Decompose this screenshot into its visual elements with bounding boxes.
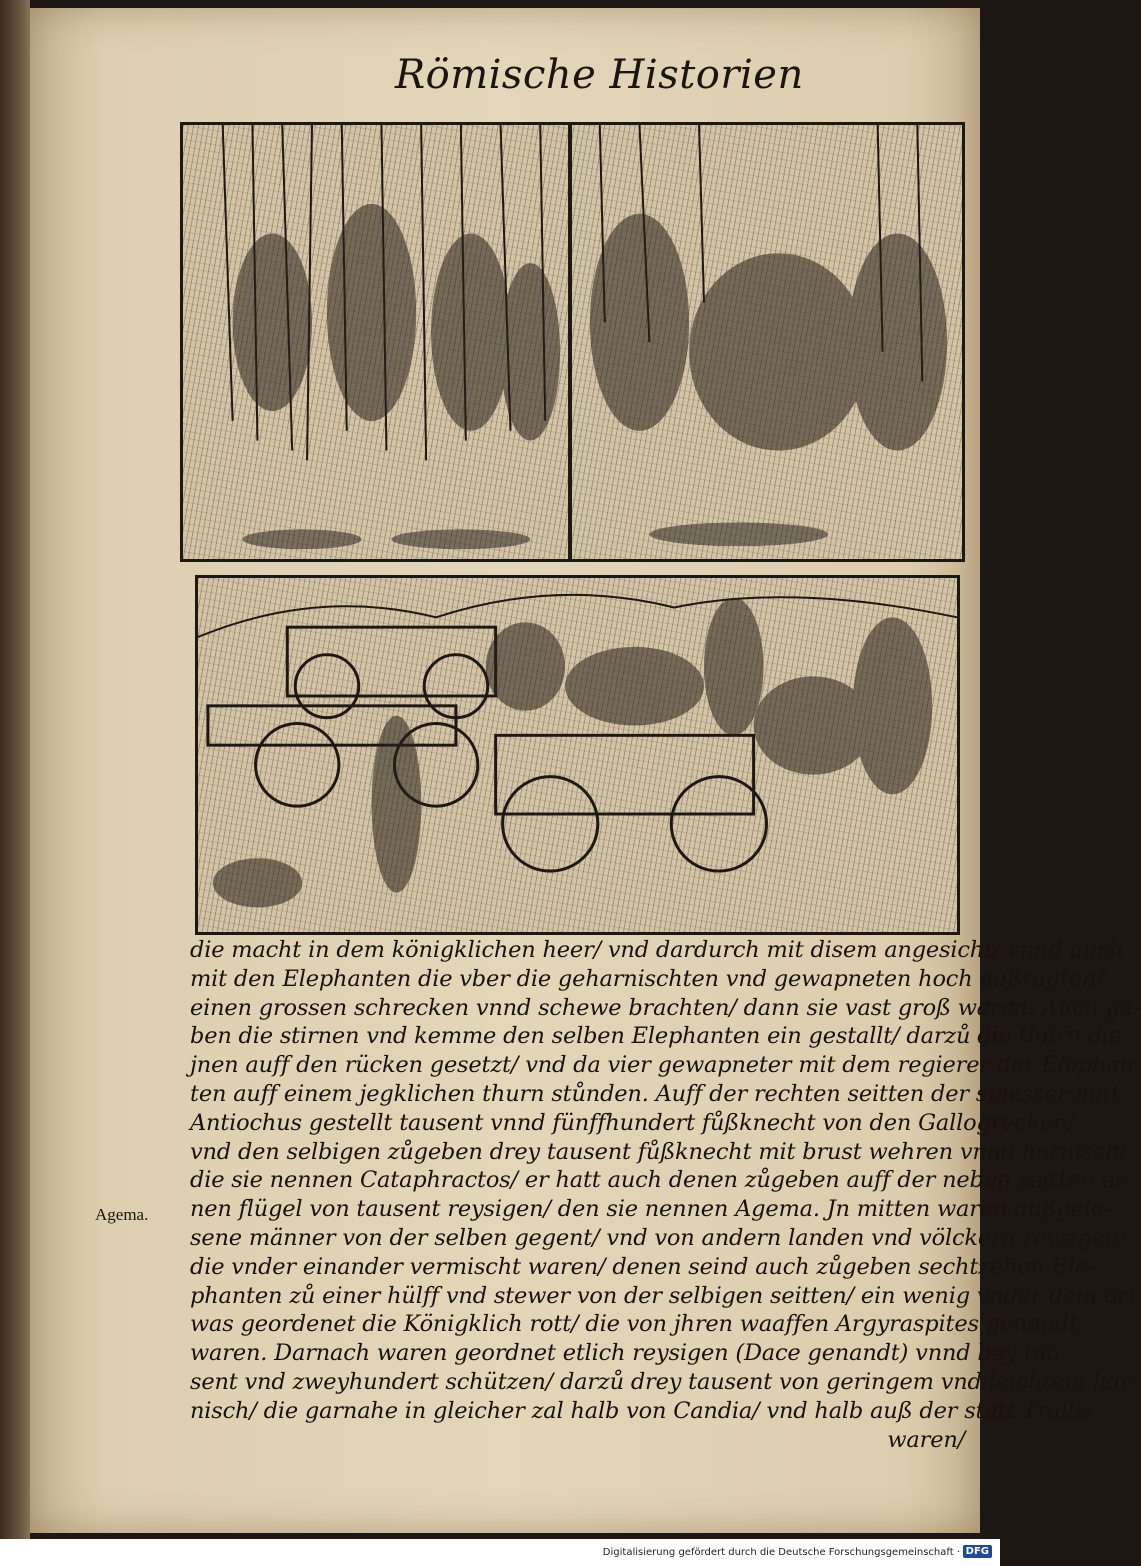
text-line: sent vnd zweyhundert schützen/ darzů drey tausent von geringem vnd leichtem har [190, 1368, 1131, 1395]
text-line: phanten zů einer hülff vnd stewer von der selbigen seitten/ ein wenig vnder dem ort [190, 1282, 1137, 1309]
text-line: ten auff einem jegklichen thurn stůnden. Auff der rechten seitten der spiesser hatt [190, 1080, 1121, 1107]
dfg-logo-icon: DFG [963, 1545, 992, 1558]
text-line: Antiochus gestellt tausent vnnd fünffhundert fůßknecht von den Gallogrecken/ [190, 1109, 1075, 1136]
text-line: mit den Elephanten die vber die geharnischten vnd gewapneten hoch außragten/ [190, 965, 1104, 992]
text-line: jnen auff den rücken gesetzt/ vnd da vier gewapneter mit dem regierer der Elephan [190, 1052, 1134, 1079]
marginal-note: Agema. [95, 1205, 149, 1224]
text-line: die vnder einander vermischt waren/ denen seind auch zůgeben sechtzehen Ele- [190, 1253, 1096, 1280]
text-line: waren. Darnach waren geordnet etlich reysigen (Dace genandt) vnnd bey tau- [190, 1340, 1068, 1367]
catchword: waren/ [887, 1426, 965, 1453]
text-line: ben die stirnen vnd kemme den selben Elephanten ein gestallt/ darzů die thürn die [190, 1023, 1123, 1050]
text-line: die sie nennen Cataphractos/ er hatt auch denen zůgeben auff der neben seitten ei- [190, 1167, 1130, 1194]
text-line: vnd den selbigen zůgeben drey tausent fůßknecht mit brust wehren vnnd harnisch/ [190, 1138, 1127, 1165]
running-head: Römische Historien [395, 52, 804, 98]
footer-credit: Digitalisierung gefördert durch die Deutsche Forschungsgemeinschaft · [602, 1547, 960, 1558]
book-spine [0, 0, 30, 1566]
text-line: was geordenet die Königklich rott/ die von jhren waaffen Argyraspites genandt [190, 1311, 1078, 1338]
woodcut-illustration-wagons [195, 575, 960, 935]
text-line: einen grossen schrecken vnnd schewe brachten/ dann sie vast groß waren. Auch ga- [190, 994, 1141, 1021]
text-line: nen flügel von tausent reysigen/ den sie nennen Agema. Jn mitten waren außgele- [190, 1196, 1112, 1223]
text-line: nisch/ die garnahe in gleicher zal halb von Candia/ vnd halb auß der statt Trallis [190, 1397, 1094, 1424]
text-line: sene männer von der selben gegent/ vnd von andern landen vnd völckern reysigen/ [190, 1224, 1127, 1251]
woodcut-illustration-soldiers [180, 122, 965, 562]
text-line: die macht in dem königklichen heer/ vnd dardurch mit disem angesicht/ vnnd auch [190, 937, 1124, 963]
body-text [190, 936, 1141, 1454]
